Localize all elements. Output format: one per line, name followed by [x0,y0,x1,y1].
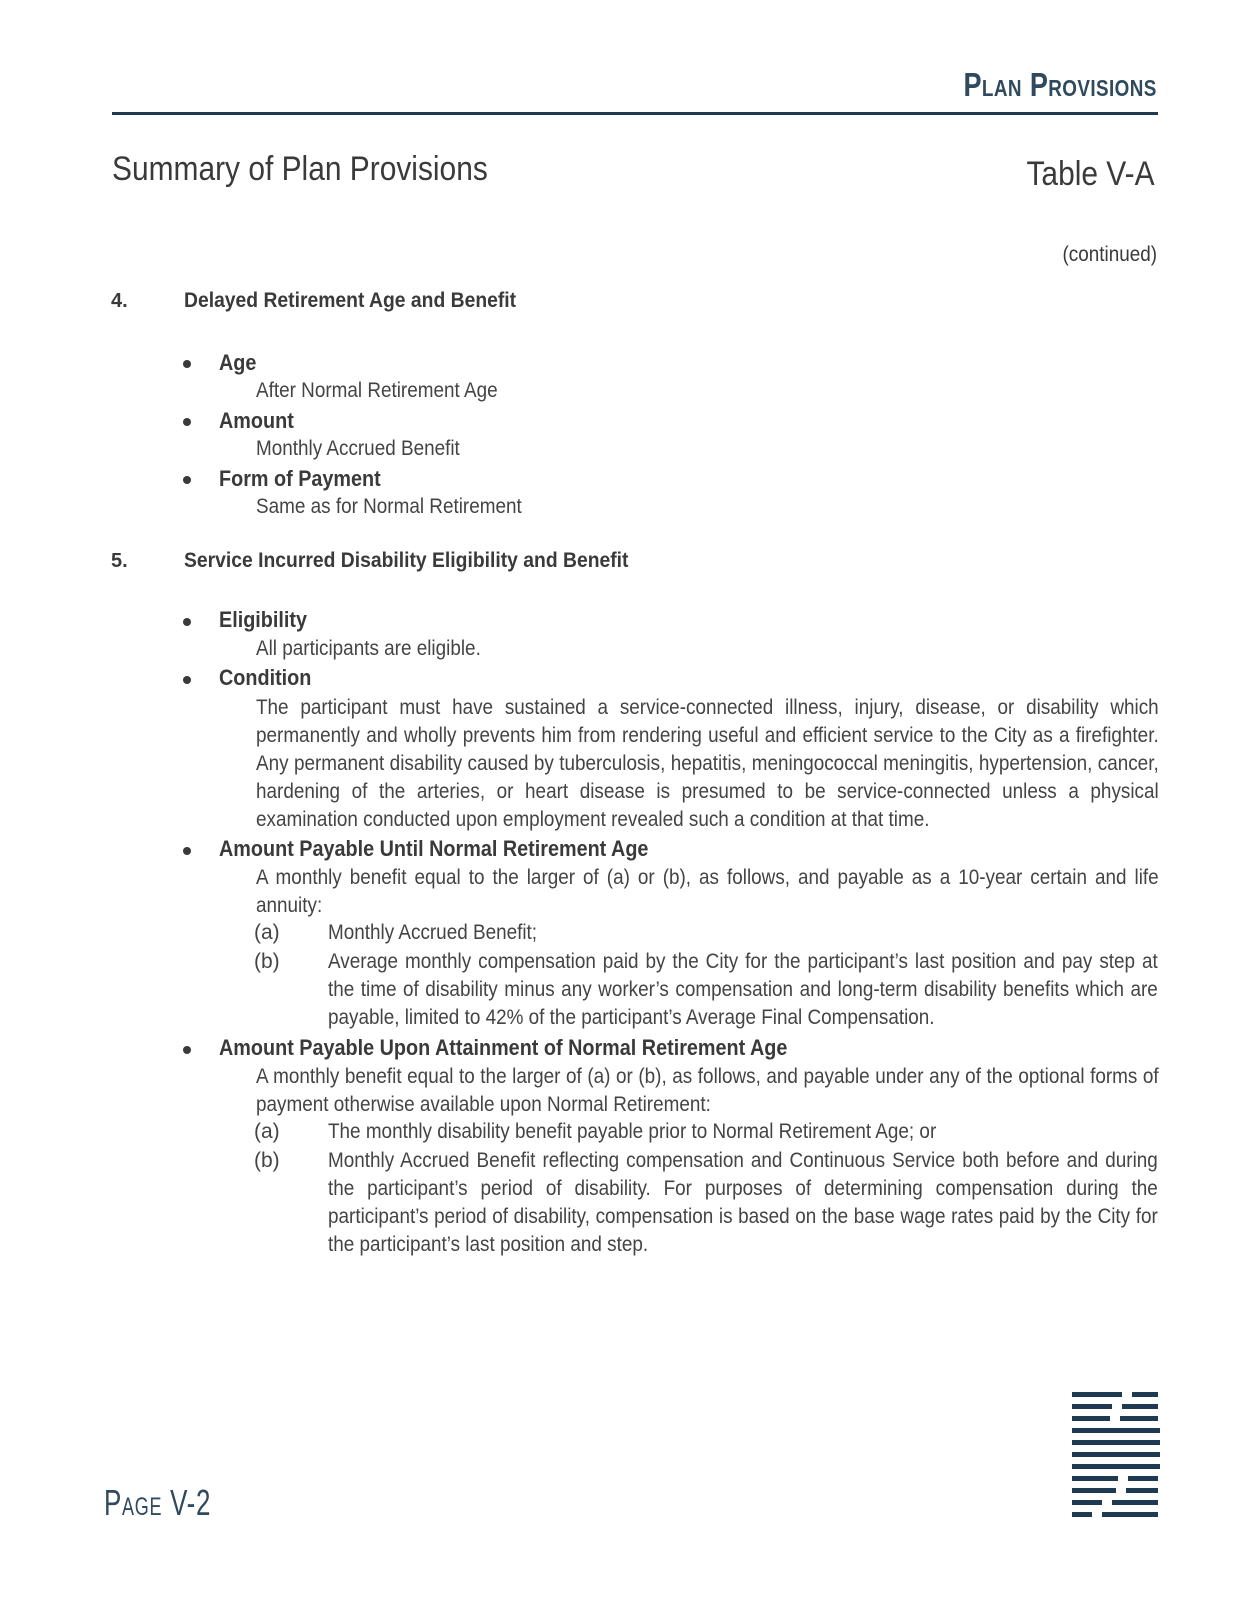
bullet-icon [183,618,191,626]
bullet-icon [183,1046,191,1054]
item-label: Amount Payable Until Normal Retirement Age [219,836,649,861]
sub-item-text: Monthly Accrued Benefit reflecting compensation and Continuous Service both before and during the participant’s period of disability. For purposes of determining compensation during the participant’s period of disability, compensation is based on the base wage rates paid by the City for the participant’s last position and step. [328,1149,1158,1256]
bullet-icon [183,360,191,368]
section-title: Delayed Retirement Age and Benefit [184,289,517,312]
section-title: Service Incurred Disability Eligibility and Benefit [184,549,629,572]
item-label: Eligibility [219,607,308,632]
segal-logo-icon [1070,1392,1160,1522]
item-text: After Normal Retirement Age [256,379,498,402]
table-label: Table V-A [1026,155,1155,193]
sub-item-letter: (a) [254,921,280,944]
item-label: Condition [219,665,312,690]
item-text: Monthly Accrued Benefit [256,437,460,460]
sub-item-letter: (b) [254,1149,280,1172]
item-label: Age [219,350,257,375]
item-text: All participants are eligible. [256,637,481,660]
item-label: Amount Payable Upon Attainment of Normal Retirement Age [219,1035,788,1060]
page-title: Summary of Plan Provisions [112,150,488,188]
sub-item-letter: (a) [254,1120,280,1143]
condition-paragraph: The participant must have sustained a service-connected illness, injury, disease, or disability which permanently and wholly prevents him from rendering useful and efficient service to the City as a firefighter. Any permanent disability caused by tuberculosis, hepatitis, meningococcal meningitis, hypertension, cancer, hardening of the arteries, or heart disease is presumed to be service-connected unless a physical examination conducted upon employment revealed such a condition at that time. [256,696,1159,831]
sub-item-text: Average monthly compensation paid by the City for the participant’s last position and pay step at the time of disability minus any worker’s compensation and long-term disability benefits which are payable, limited to 42% of the participant’s Average Final Compensation. [328,950,1158,1029]
bullet-icon [183,847,191,855]
item-text: Same as for Normal Retirement [256,495,522,518]
section-number: 4. [111,290,128,312]
bullet-icon [183,676,191,684]
until-paragraph: A monthly benefit equal to the larger of (a) or (b), as follows, and payable as a 10-year certain and life annuity: [256,866,1159,917]
sub-item-text: The monthly disability benefit payable prior to Normal Retirement Age; or [328,1120,937,1143]
bullet-icon [183,418,191,426]
upon-paragraph: A monthly benefit equal to the larger of (a) or (b), as follows, and payable under any of the optional forms of payment otherwise available upon Normal Retirement: [256,1065,1159,1116]
section-number: 5. [111,550,128,572]
continued-note: (continued) [1062,243,1157,266]
bullet-icon [183,476,191,484]
sub-item-letter: (b) [254,950,280,973]
header-divider [112,112,1158,115]
item-label: Form of Payment [219,466,381,491]
header-section-title: Plan Provisions [963,66,1157,103]
item-label: Amount [219,408,294,433]
page-number: Page V-2 [104,1482,212,1523]
sub-item-text: Monthly Accrued Benefit; [328,921,538,944]
